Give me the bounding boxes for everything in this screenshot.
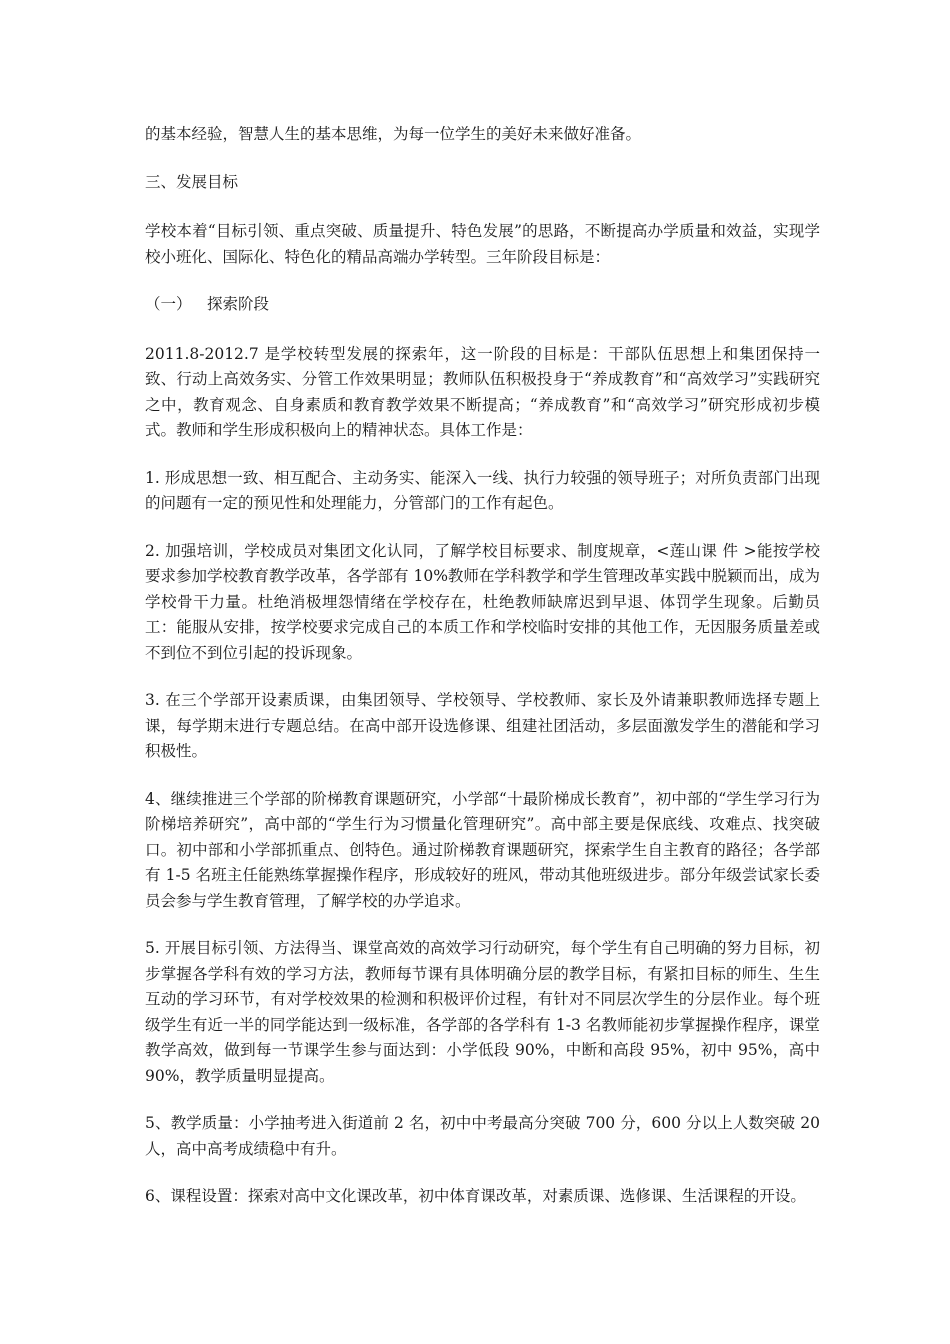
stage-heading bbox=[145, 292, 820, 318]
work-item-2: 2. 加强培训，学校成员对集团文化认同，了解学校目标要求、制度规章，<莲山课 件 >能按学校要求参加学校教育教学改革，各学部有 10%教师在学科教学和学生管理改革实践中脱颖而出，成为学校骨干力量。杜绝消极埋怨情绪在学校存在，杜绝教师缺席迟到早退、体罚学生现象。后勤员工：能服从安排，按学校要求完成自己的本质工作和学校临时安排的其他工作，无因服务质量差或不到位不到位引起的投诉现象。 bbox=[145, 541, 820, 662]
document-body bbox=[145, 122, 820, 1232]
stage-number: （一） bbox=[145, 295, 192, 313]
stage-description: 2011.8-2012.7 是学校转型发展的探索年，这一阶段的目标是：干部队伍思想上和集团保持一致、行动上高效务实、分管工作效果明显；教师队伍积极投身于“养成教育”和“高效学习”实践研究之中，教育观念、自身素质和教育教学效果不断提高；“养成教育”和“高效学习”研究形成初步模式。教师和学生形成积极向上的精神状态。具体工作是： bbox=[145, 344, 820, 439]
intro-paragraph-tail: 的基本经验，智慧人生的基本思维，为每一位学生的美好未来做好准备。 bbox=[145, 125, 642, 143]
work-item-3: 3. 在三个学部开设素质课，由集团领导、学校领导、学校教师、家长及外请兼职教师选择专题上课，每学期末进行专题总结。在高中部开设选修课、组建社团活动，多层面激发学生的潜能和学习积极性。 bbox=[145, 691, 820, 760]
work-item-4: 4、继续推进三个学部的阶梯教育课题研究，小学部“十最阶梯成长教育”，初中部的“学生学习行为阶梯培养研究”，高中部的“学生行为习惯量化管理研究”。高中部主要是保底线、攻难点、找突破口。初中部和小学部抓重点、创特色。通过阶梯教育课题研究，探索学生自主教育的路径；各学部有 1-5 名班主任能熟练掌握操作程序，形成较好的班风，带动其他班级进步。部分年级尝试家长委员会参与学生教育管理，了解学校的办学追求。 bbox=[145, 789, 820, 910]
work-item-teaching-quality: 5、教学质量：小学抽考进入街道前 2 名，初中中考最高分突破 700 分，600 分以上人数突破 20 人，高中高考成绩稳中有升。 bbox=[145, 1114, 820, 1158]
stage-title: 探索阶段 bbox=[207, 295, 270, 313]
section-heading: 三、发展目标 bbox=[145, 172, 239, 191]
work-item-curriculum: 6、课程设置：探索对高中文化课改革，初中体育课改革，对素质课、选修课、生活课程的开设。 bbox=[145, 1187, 806, 1205]
goal-intro-paragraph: 学校本着“目标引领、重点突破、质量提升、特色发展”的思路，不断提高办学质量和效益，实现学校小班化、国际化、特色化的精品高端办学转型。三年阶段目标是： bbox=[145, 222, 820, 266]
work-item-1: 1. 形成思想一致、相互配合、主动务实、能深入一线、执行力较强的领导班子；对所负责部门出现的问题有一定的预见性和处理能力，分管部门的工作有起色。 bbox=[145, 468, 820, 512]
work-item-5: 5. 开展目标引领、方法得当、课堂高效的高效学习行动研究，每个学生有自己明确的努力目标，初步掌握各学科有效的学习方法，教师每节课有具体明确分层的教学目标，有紧扣目标的师生、生生互动的学习环节，有对学校效果的检测和积极评价过程，有针对不同层次学生的分层作业。每个班级学生有近一半的同学能达到一级标准，各学部的各学科有 1-3 名教师能初步掌握操作程序，课堂教学高效，做到每一节课学生参与面达到：小学低段 90%，中断和高段 95%，初中 95%，高中 90%，教学质量明显提高。 bbox=[145, 939, 820, 1085]
